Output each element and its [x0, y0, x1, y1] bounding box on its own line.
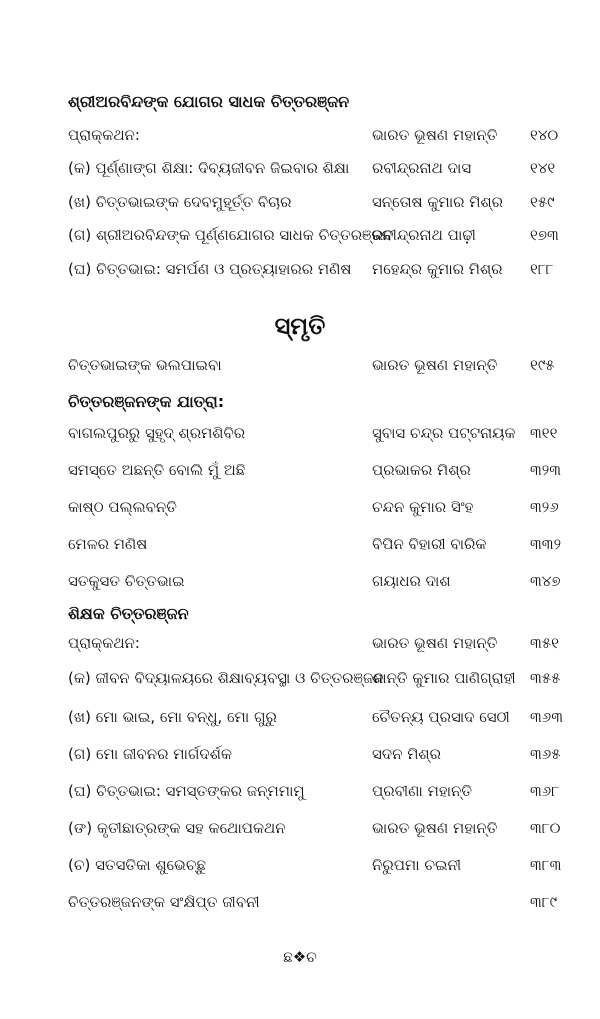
entry-author: ଭାରତ ଭୂଷଣ ମହାନ୍ତି: [372, 819, 498, 837]
entry-title: ବାଗଲପୁରରୁ ସୁହୃଦ୍ ଶ୍ରମଶିବିର: [68, 424, 246, 442]
entry-author: ମହେନ୍ଦ୍ର କୁମାର ମିଶ୍ର: [372, 260, 503, 278]
entry-title: (ଚ) ସତସତିକା ଶୁଭେଚ୍ଛୁ: [68, 856, 207, 874]
toc-entry: [0, 776, 600, 806]
entry-page: ୧୭୩: [530, 226, 559, 244]
section-subheading: ଚିତ୍ତରଞ୍ଜନଙ୍କ ଯାତ୍ରା:: [68, 392, 225, 411]
toc-entry: [0, 887, 600, 917]
entry-title: (କ) ପୂର୍ଣ୍ଣାଙ୍ଗ ଶିକ୍ଷା: ଦିବ୍ୟଜୀବନ ଜିଇବାର ଶିକ୍ଷା: [68, 159, 350, 177]
entry-author: ଚନ୍ଦନ କୁମାର ସିଂହ: [372, 498, 474, 516]
entry-page: ୧୪୧: [530, 159, 556, 177]
entry-title: (ଗ) ମୋ ଜୀବନର ମାର୍ଗଦର୍ଶକ: [68, 745, 232, 763]
entry-author: ସଦନ ମିଶ୍ର: [372, 745, 441, 763]
entry-author: ନିରୁପମା ଚଇନୀ: [372, 856, 462, 874]
toc-entry: [0, 220, 600, 250]
entry-title: (ଗ) ଶ୍ରୀଅରବିନ୍ଦଙ୍କ ପୂର୍ଣ୍ଣଯୋଗର ସାଧକ ଚିତ୍ତରଞ୍ଜନ: [68, 226, 393, 244]
toc-entry: [0, 350, 600, 380]
section-heading: ଶ୍ରୀଅରବିନ୍ଦଙ୍କ ଯୋଗର ସାଧକ ଚିତ୍ତରଞ୍ଜନ: [68, 92, 350, 111]
entry-title: ଚିତ୍ତଭାଇଙ୍କ ଭଲପାଇବା: [68, 356, 222, 374]
toc-entry: [0, 850, 600, 880]
entry-page: ୧୪୦: [530, 126, 559, 144]
entry-page: ୩୬୩: [530, 708, 564, 726]
entry-author: ସନ୍ତୋଷ କୁମାର ମିଶ୍ର: [372, 193, 504, 211]
entry-author: ଚୈତନ୍ୟ ପ୍ରସାଦ ସେଠୀ: [372, 708, 510, 726]
entry-title: କାଷ୍ଠ ପଲ୍ଲବନ୍ତି: [68, 498, 177, 516]
section-heading: ଶିକ୍ଷକ ଚିତ୍ତରଞ୍ଜନ: [68, 604, 189, 623]
entry-title: ସତକୁସତ ଚିତ୍ତଭାଇ: [68, 572, 185, 590]
entry-page: ୧୮୮: [530, 260, 554, 278]
toc-entry: [0, 663, 600, 693]
entry-page: ୩୮୦: [530, 819, 561, 837]
entry-title: ଚିତ୍ତରଞ୍ଜନଙ୍କ ସଂକ୍ଷିପ୍ତ ଜୀବନୀ: [68, 893, 260, 911]
entry-author: ଭାରତ ଭୂଷଣ ମହାନ୍ତି: [372, 356, 498, 374]
toc-entry: [0, 120, 600, 150]
entry-page: ୩୨୬: [530, 498, 559, 516]
toc-entry: [0, 254, 600, 284]
entry-title: ସମସ୍ତେ ଅଛନ୍ତି ବୋଲି ମୁଁ ଅଛି: [68, 461, 246, 479]
toc-entry: [0, 455, 600, 485]
entry-title: (ଘ) ଚିତ୍ତଭାଇ: ସମସ୍ତଙ୍କର ଜନ୍ମମାମୁ: [68, 782, 305, 800]
toc-entry: [0, 566, 600, 596]
entry-page: ୧୫୯: [530, 193, 555, 211]
entry-author: ପ୍ରବୀଣା ମହାନ୍ତି: [372, 782, 473, 800]
entry-author: ଭାରତ ଭୂଷଣ ମହାନ୍ତି: [372, 634, 498, 652]
section-heading: ସ୍ମୃତି: [274, 312, 326, 340]
entry-page: ୩୪୭: [530, 572, 561, 590]
entry-author: ରବୀନ୍ଦ୍ରନାଥ ପାଢ଼ୀ: [372, 226, 476, 244]
entry-title: (ଘ) ଚିତ୍ତଭାଇ: ସମର୍ପଣ ଓ ପ୍ରତ୍ୟାହାରର ମଣିଷ: [68, 260, 352, 278]
entry-page: ୩୮୯: [530, 893, 558, 911]
toc-entry: [0, 153, 600, 183]
entry-title: (ଖ) ମୋ ଭାଇ, ମୋ ବନ୍ଧୁ, ମୋ ଗୁରୁ: [68, 708, 277, 726]
toc-entry: [0, 702, 600, 732]
entry-page: ୩୧୧: [530, 424, 558, 442]
entry-author: ଶାନ୍ତି କୁମାର ପାଣିଗ୍ରାହୀ: [372, 669, 516, 687]
entry-page: ୩୩୨: [530, 535, 562, 553]
toc-entry: [0, 492, 600, 522]
entry-author: ବିପିନ ବିହାରୀ ବାରିକ: [372, 535, 487, 553]
entry-title: (କ) ଜୀବନ ବିଦ୍ୟାଳୟରେ ଶିକ୍ଷାବ୍ୟବସ୍ଥା ଓ ଚିତ୍ତରଞ୍ଜନ: [68, 669, 384, 687]
entry-page: ୩୮୩: [530, 856, 562, 874]
toc-entry: [0, 187, 600, 217]
page-number: ଛ❖ଚ: [283, 948, 317, 966]
toc-entry: [0, 739, 600, 769]
entry-author: ପ୍ରଭାକର ମିଶ୍ର: [372, 461, 471, 479]
toc-entry: [0, 628, 600, 658]
entry-page: ୩୬୫: [530, 745, 561, 763]
entry-page: ୩୬୮: [530, 782, 560, 800]
entry-title: ପ୍ରାକ୍‌କଥନ:: [68, 126, 140, 144]
entry-author: ରବୀନ୍ଦ୍ରନାଥ ଦାସ: [372, 159, 472, 177]
entry-author: ସୁବାସ ଚନ୍ଦ୍ର ପଟ୍ଟନାୟକ: [372, 424, 516, 442]
entry-author: ଗୟାଧର ଦାଶ: [372, 572, 451, 590]
entry-page: ୩୨୩: [530, 461, 562, 479]
entry-title: ମେଳର ମଣିଷ: [68, 535, 148, 553]
entry-title: (ଙ) କୃତୀଛାତ୍ରଙ୍କ ସହ କଥୋପକଥନ: [68, 819, 286, 837]
toc-entry: [0, 418, 600, 448]
entry-title: (ଖ) ଚିତ୍ତଭାଇଙ୍କ ଦେବମୁହୂର୍ତ୍ତ ବିଚାର: [68, 193, 292, 211]
entry-page: ୩୫୧: [530, 634, 559, 652]
entry-author: ଭାରତ ଭୂଷଣ ମହାନ୍ତି: [372, 126, 498, 144]
toc-entry: [0, 529, 600, 559]
toc-entry: [0, 813, 600, 843]
entry-page: ୧୯୫: [530, 356, 555, 374]
entry-title: ପ୍ରାକ୍‌କଥନ:: [68, 634, 140, 652]
entry-page: ୩୫୫: [530, 669, 561, 687]
